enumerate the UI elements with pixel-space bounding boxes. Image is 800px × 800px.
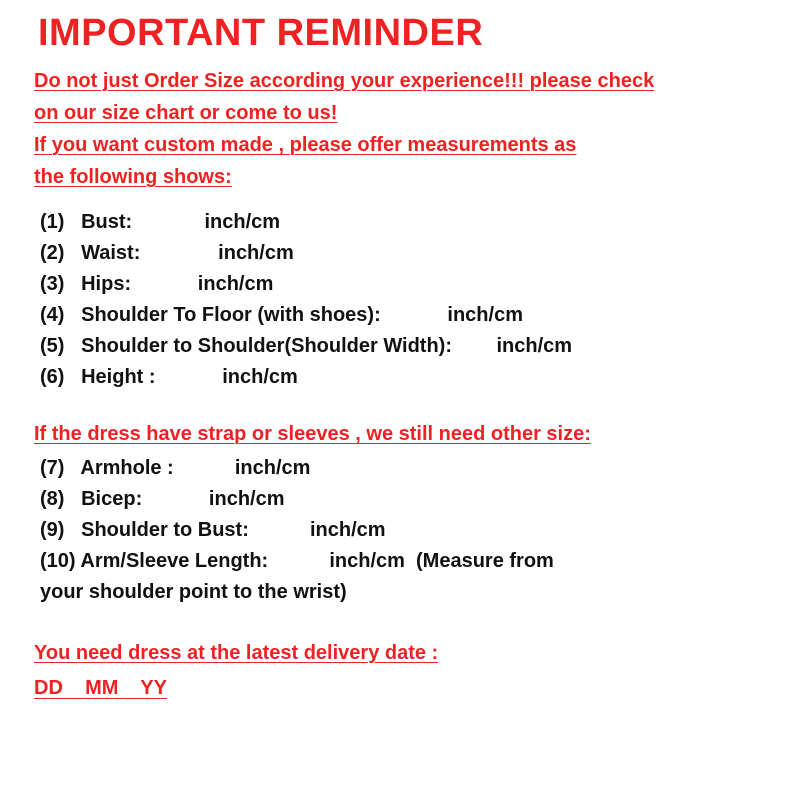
measurement-item: (4) Shoulder To Floor (with shoes): inch/cm: [40, 303, 523, 326]
measurement-item: (10) Arm/Sleeve Length: inch/cm (Measure from: [40, 549, 554, 572]
page-title: IMPORTANT REMINDER: [38, 12, 484, 54]
measurement-item: (1) Bust: inch/cm: [40, 210, 281, 233]
delivery-date-heading: You need dress at the latest delivery date :: [34, 641, 439, 664]
measurement-item: (8) Bicep: inch/cm: [40, 487, 285, 510]
measurement-item: (2) Waist: inch/cm: [40, 241, 294, 264]
intro-line: on our size chart or come to us!: [34, 101, 338, 124]
delivery-date-block: [34, 638, 770, 702]
measurement-item: (9) Shoulder to Bust: inch/cm: [40, 518, 386, 541]
measurement-item: (5) Shoulder to Shoulder(Shoulder Width): inch/cm: [40, 334, 573, 357]
measurement-item: (6) Height : inch/cm: [40, 365, 298, 388]
section-heading-sleeves: If the dress have strap or sleeves , we still need other size:: [34, 422, 591, 445]
intro-line: the following shows:: [34, 165, 232, 188]
delivery-date-fields: DD MM YY: [34, 676, 167, 699]
measurement-item-continuation: your shoulder point to the wrist): [40, 580, 347, 603]
intro-block: [34, 66, 770, 193]
measurement-item: (3) Hips: inch/cm: [40, 272, 274, 295]
section-spacer: [34, 393, 770, 419]
measurement-list-secondary: [40, 453, 770, 608]
measurement-item: (7) Armhole : inch/cm: [40, 456, 311, 479]
measurement-list-primary: [40, 207, 770, 393]
intro-line: If you want custom made , please offer measurements as: [34, 133, 577, 156]
intro-line: Do not just Order Size according your experience!!! please check: [34, 69, 655, 92]
